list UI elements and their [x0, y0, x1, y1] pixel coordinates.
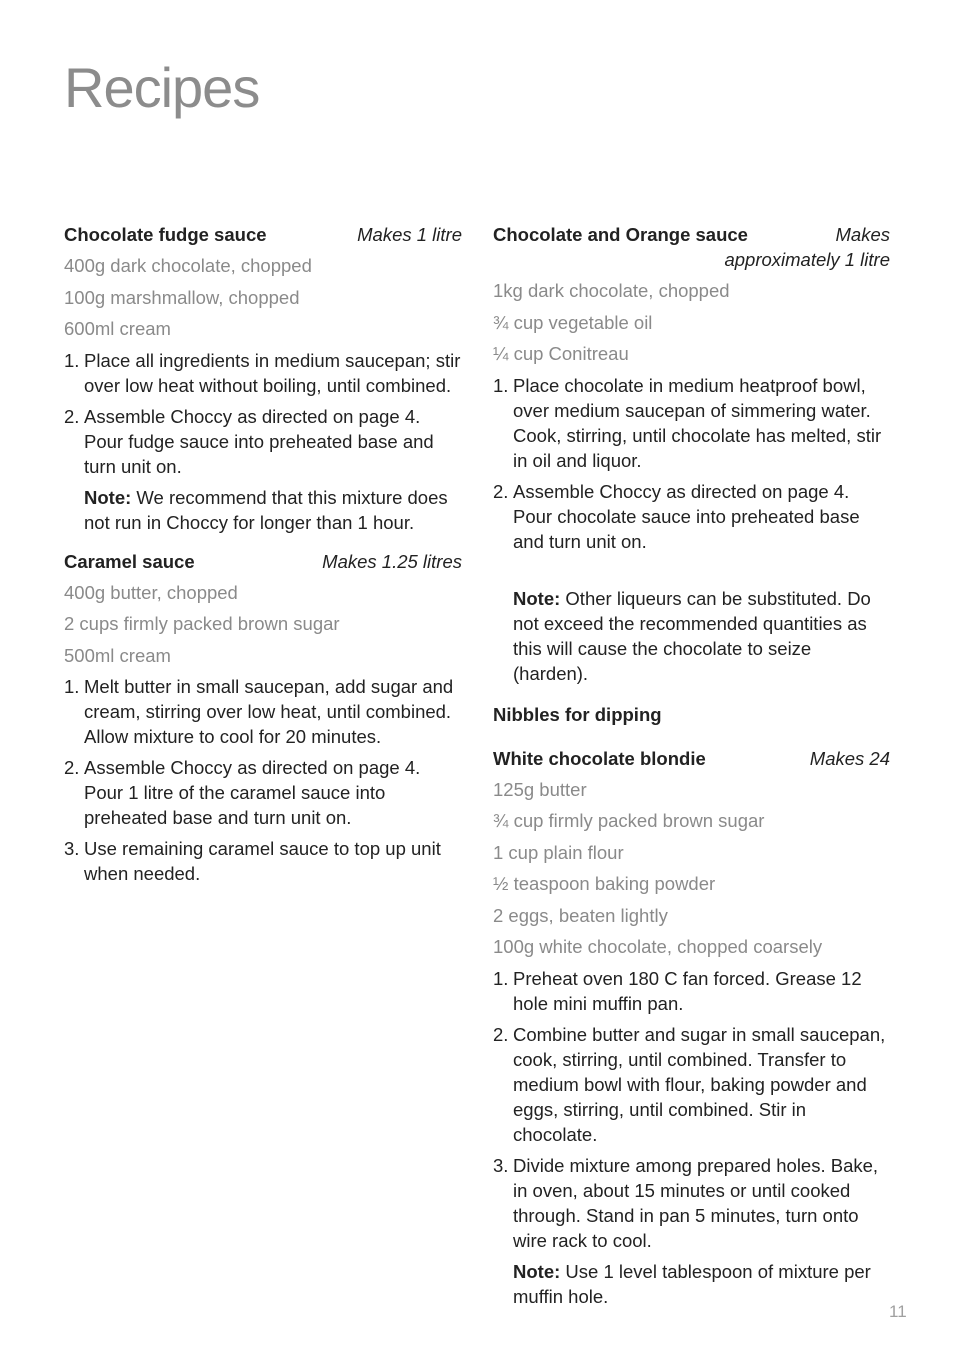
- step-text: Assemble Choccy as directed on page 4. Pour 1 litre of the caramel sauce into preheated base and turn unit on.: [84, 757, 421, 828]
- right-column: [493, 222, 890, 1315]
- ingredient: 100g white chocolate, chopped coarsely: [493, 936, 823, 957]
- method-step: [493, 373, 890, 473]
- note-label: Note:: [84, 486, 132, 508]
- step-number: 2.: [64, 757, 80, 778]
- recipe-title: Chocolate and Orange sauce: [493, 224, 748, 245]
- recipe-note: [513, 1259, 890, 1309]
- step-number: 1.: [493, 967, 509, 989]
- page-title: Recipes: [64, 56, 260, 119]
- step-text: Divide mixture among prepared holes. Bake, in oven, about 15 minutes or until cooked through. Stand in pan 5 minutes, turn onto wire rack to cool.: [513, 1154, 879, 1251]
- note-label: Note:: [513, 587, 561, 609]
- ingredient: 2 cups firmly packed brown sugar: [64, 613, 340, 634]
- ingredient: 600ml cream: [64, 318, 171, 339]
- ingredient: 500ml cream: [64, 644, 171, 666]
- step-number: 3.: [493, 1154, 509, 1176]
- method-step: [64, 755, 462, 830]
- section-heading: Nibbles for dipping: [493, 703, 662, 725]
- ingredient: 400g butter, chopped: [64, 581, 238, 603]
- step-number: 2.: [493, 1023, 509, 1045]
- step-number: 1.: [64, 349, 80, 371]
- recipe-title: Caramel sauce: [64, 550, 195, 572]
- recipe-title: White chocolate blondie: [493, 747, 706, 769]
- method-step: [64, 404, 462, 479]
- step-number: 2.: [64, 405, 80, 427]
- method-step: [493, 1022, 890, 1147]
- ingredient: ¼ cup Conitreau: [493, 343, 629, 364]
- recipe-caramel-sauce: [64, 549, 462, 887]
- step-number: 2.: [493, 480, 509, 502]
- recipe-note: [84, 485, 462, 535]
- step-text: Use remaining caramel sauce to top up unit when needed.: [84, 838, 441, 884]
- recipe-yield: Makes 24: [809, 747, 890, 769]
- recipe-yield: Makes: [835, 224, 890, 245]
- note-text: Other liqueurs can be substituted. Do not exceed the recommended quantities as this will cause the chocolate to seize (harden).: [513, 587, 871, 684]
- ingredient: 2 eggs, beaten lightly: [493, 904, 668, 926]
- recipe-header: [64, 222, 462, 247]
- ingredient: ¾ cup vegetable oil: [493, 311, 653, 333]
- page-number: 11: [889, 1302, 907, 1321]
- note-text: We recommend that this mixture does not run in Choccy for longer than 1 hour.: [84, 486, 448, 533]
- step-number: 1.: [493, 374, 509, 396]
- left-column: [64, 222, 462, 892]
- step-text: Assemble Choccy as directed on page 4. Pour chocolate sauce into preheated base and turn unit on.: [513, 480, 860, 552]
- step-text: Preheat oven 180 C fan forced. Grease 12 hole mini muffin pan.: [513, 967, 862, 1014]
- step-text: Assemble Choccy as directed on page 4. Pour fudge sauce into preheated base and turn unit on.: [84, 405, 434, 477]
- recipe-title: Chocolate fudge sauce: [64, 224, 267, 245]
- recipe-header: [493, 746, 890, 771]
- ingredient: 100g marshmallow, chopped: [64, 286, 300, 308]
- recipe-header: [64, 549, 462, 574]
- ingredient: 125g butter: [493, 778, 587, 800]
- recipe-chocolate-orange-sauce: [493, 222, 890, 686]
- method-step: [64, 836, 462, 886]
- step-text: Melt butter in small saucepan, add sugar and cream, stirring over low heat, until combined. Allow mixture to cool for 20 minutes.: [84, 676, 454, 747]
- step-number: 1.: [64, 676, 80, 697]
- recipe-yield: Makes 1 litre: [357, 224, 462, 245]
- recipe-chocolate-fudge-sauce: [64, 222, 462, 535]
- recipe-header: [493, 222, 890, 247]
- recipe-note: [513, 586, 890, 686]
- method-step: [64, 674, 462, 749]
- note-text: Use 1 level tablespoon of mixture per muffin hole.: [513, 1260, 871, 1307]
- ingredient: ½ teaspoon baking powder: [493, 873, 716, 894]
- method-step: [493, 1153, 890, 1253]
- step-number: 3.: [64, 838, 80, 859]
- ingredient: 1kg dark chocolate, chopped: [493, 280, 730, 301]
- ingredient: ¾ cup firmly packed brown sugar: [493, 810, 765, 831]
- recipe-yield: Makes 1.25 litres: [322, 550, 462, 572]
- note-label: Note:: [513, 1260, 561, 1282]
- step-text: Combine butter and sugar in small saucepan, cook, stirring, until combined. Transfer to medium bowl with flour, baking powder and eggs, stirring, until combined. Stir in chocolate.: [513, 1023, 886, 1145]
- method-step: [493, 966, 890, 1016]
- step-text: Place chocolate in medium heatproof bowl, over medium saucepan of simmering water. Cook, stirring, until chocolate has melted, stir in oil and liquor.: [513, 374, 882, 471]
- ingredient: 400g dark chocolate, chopped: [64, 255, 312, 276]
- method-step: [64, 348, 462, 398]
- recipe-yield-continued: approximately 1 litre: [724, 249, 890, 270]
- ingredient: 1 cup plain flour: [493, 841, 624, 863]
- recipe-white-chocolate-blondie: [493, 746, 890, 1309]
- method-step: [493, 479, 890, 554]
- step-text: Place all ingredients in medium saucepan; stir over low heat without boiling, until combined.: [84, 349, 461, 396]
